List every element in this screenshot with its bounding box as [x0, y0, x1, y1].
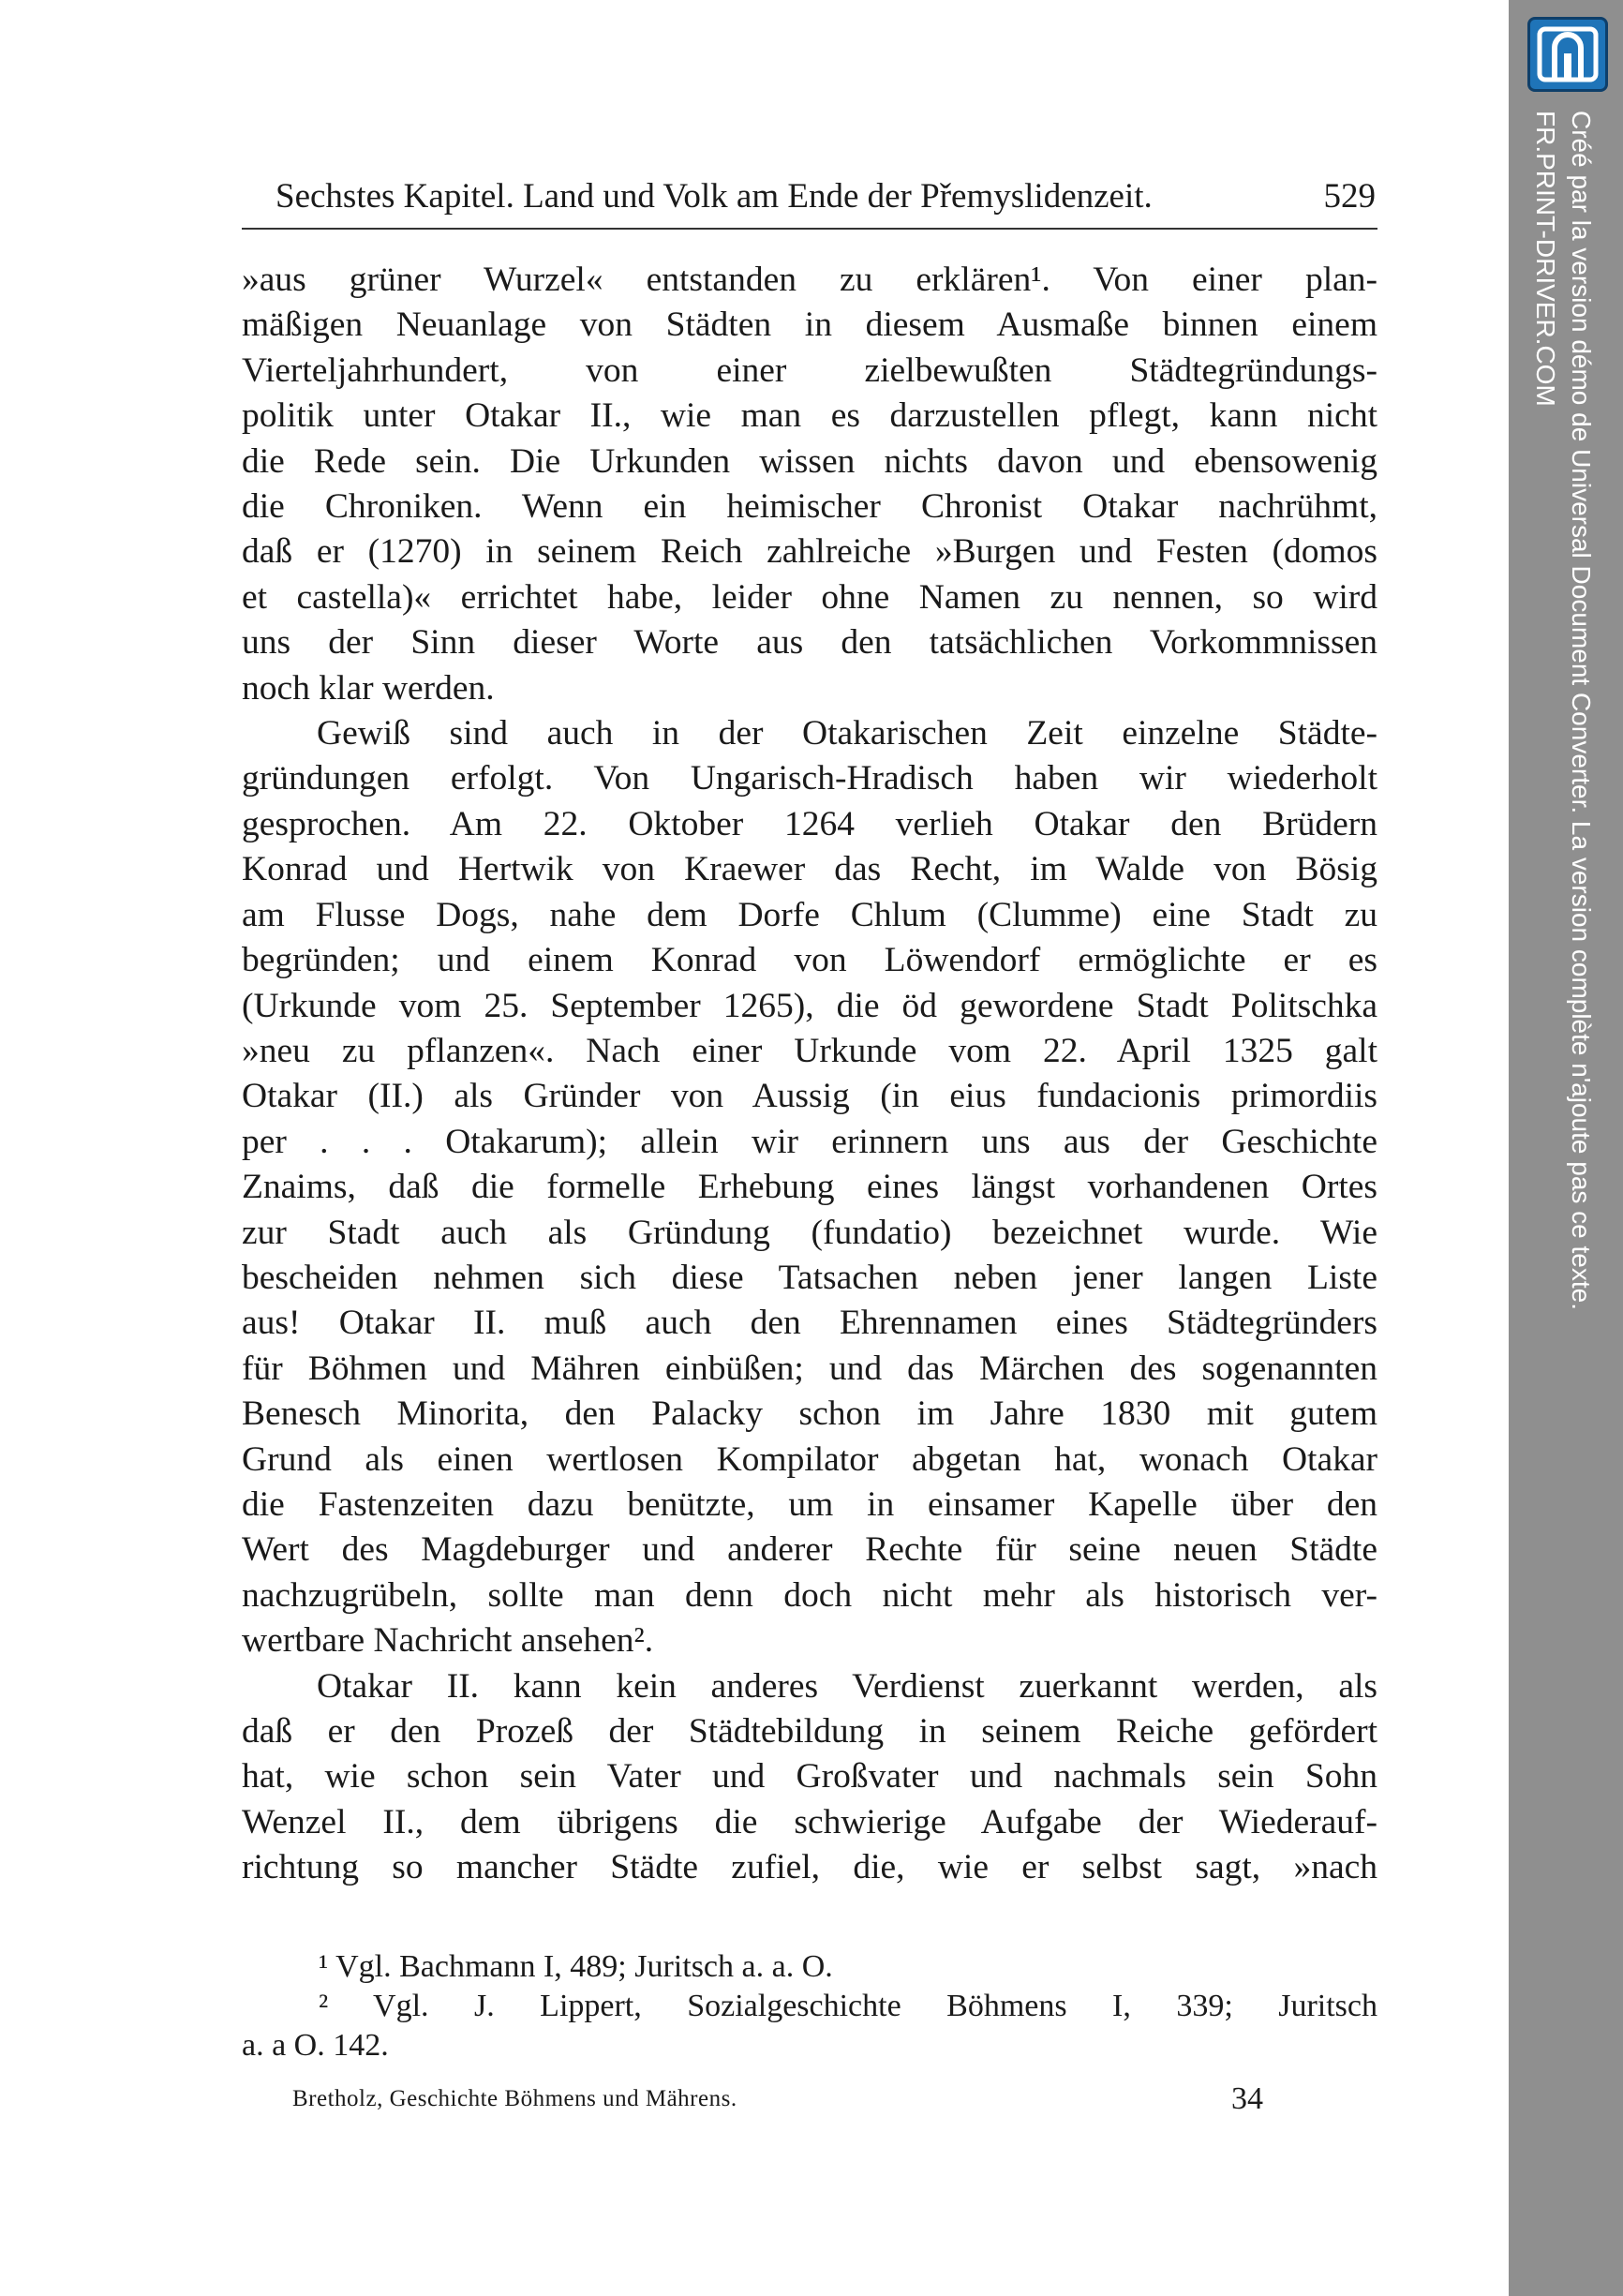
udc-logo-icon — [1527, 17, 1608, 92]
text-line: Wert des Magdeburger und anderer Rechte für seine neuen Städte — [242, 1530, 1377, 1570]
footnote-2-continued: a. a O. 142. — [242, 2028, 389, 2063]
text-line: Wenzel II., dem übrigens die schwierige Aufgabe der Wiederauf- — [242, 1802, 1377, 1841]
text-line: Konrad und Hertwik von Kraewer das Recht, im Walde von Bösig — [242, 850, 1377, 889]
text-line: wertbare Nachricht ansehen². — [242, 1621, 654, 1661]
footer-text: Bretholz, Geschichte Böhmens und Mährens. — [292, 2086, 737, 2111]
footnote-2: ² Vgl. J. Lippert, Sozialgeschichte Böhmens I, 339; Juritsch — [319, 1989, 1377, 2023]
text-line: hat, wie schon sein Vater und Großvater und nachmals sein Sohn — [242, 1757, 1377, 1797]
running-head-title: Sechstes Kapitel. Land und Volk am Ende der Přemyslidenzeit. — [275, 177, 1153, 216]
text-line: richtung so mancher Städte zufiel, die, wie er selbst sagt, »nach — [242, 1848, 1377, 1887]
text-line: Grund als einen wertlosen Kompilator abgetan hat, wonach Otakar — [242, 1439, 1377, 1479]
page-number: 529 — [1323, 177, 1376, 216]
text-line: Otakar (II.) als Gründer von Aussig (in eius fundacionis primordiis — [242, 1077, 1377, 1116]
text-line: nachzugrübeln, sollte man denn doch nicht mehr als historisch ver- — [242, 1575, 1377, 1615]
text-line: bescheiden nehmen sich diese Tatsachen neben jener langen Liste — [242, 1258, 1377, 1297]
text-line: Znaims, daß die formelle Erhebung eines längst vorhandenen Ortes — [242, 1168, 1377, 1207]
footnote-1: ¹ Vgl. Bachmann I, 489; Juritsch a. a. O. — [319, 1949, 833, 1984]
text-line: für Böhmen und Mähren einbüßen; und das Märchen des sogenannten — [242, 1349, 1377, 1388]
text-line: (Urkunde vom 25. September 1265), die öd gewordene Stadt Politschka — [242, 986, 1377, 1025]
text-line: daß er den Prozeß der Städtebildung in seinem Reiche gefördert — [242, 1712, 1377, 1751]
text-line: »aus grüner Wurzel« entstanden zu erklären¹. Von einer plan- — [242, 261, 1377, 299]
text-line: politik unter Otakar II., wie man es darzustellen pflegt, kann nicht — [242, 396, 1377, 436]
text-line: Gewiß sind auch in der Otakarischen Zeit einzelne Städte- — [317, 714, 1377, 753]
text-line: »neu zu pflanzen«. Nach einer Urkunde vom 22. April 1325 galt — [242, 1031, 1377, 1070]
watermark-line-2: FR.PRINT-DRIVER.COM — [1531, 111, 1560, 407]
text-line: mäßigen Neuanlage von Städten in diesem Ausmaße binnen einem — [242, 306, 1377, 345]
text-line: am Flusse Dogs, nahe dem Dorfe Chlum (Clumme) eine Stadt zu — [242, 895, 1377, 934]
footnotes — [242, 1947, 1377, 2065]
text-line: per . . . Otakarum); allein wir erinnern uns aus der Geschichte — [242, 1122, 1377, 1161]
text-line: et castella)« errichtet habe, leider ohne Namen zu nennen, so wird — [242, 577, 1377, 617]
text-line: die Rede sein. Die Urkunden wissen nichts davon und ebensowenig — [242, 441, 1377, 481]
text-line: daß er (1270) in seinem Reich zahlreiche »Burgen und Festen (domos — [242, 532, 1377, 572]
text-line: begründen; und einem Konrad von Löwendorf ermöglichte er es — [242, 941, 1377, 980]
text-line: die Fastenzeiten dazu benützte, um in einsamer Kapelle über den — [242, 1484, 1377, 1524]
text-line: Otakar II. kann kein anderes Verdienst zuerkannt werden, als — [317, 1666, 1377, 1706]
text-line: Vierteljahrhundert, von einer zielbewußten Städtegründungs- — [242, 350, 1377, 390]
text-line: die Chroniken. Wenn ein heimischer Chronist Otakar nachrühmt, — [242, 487, 1377, 527]
text-line: noch klar werden. — [242, 668, 495, 708]
text-line: zur Stadt auch als Gründung (fundatio) bezeichnet wurde. Wie — [242, 1213, 1377, 1252]
text-line: gründungen erfolgt. Von Ungarisch-Hradisch haben wir wiederholt — [242, 759, 1377, 798]
footer — [292, 2079, 1263, 2120]
running-head — [251, 174, 1376, 219]
signature-mark: 34 — [1231, 2081, 1263, 2116]
logo-mark — [1536, 25, 1600, 83]
watermark-line-1: Créé par la version démo de Universal Document Converter. La version complète n'ajoute pas ce texte. — [1567, 111, 1596, 1311]
body-text — [242, 258, 1377, 1891]
watermark-text — [1527, 111, 1599, 1310]
text-line: Benesch Minorita, den Palacky schon im Jahre 1830 mit gutem — [242, 1394, 1377, 1434]
header-rule — [242, 228, 1377, 230]
text-line: aus! Otakar II. muß auch den Ehrennamen eines Städtegründers — [242, 1304, 1377, 1343]
text-line: uns der Sinn dieser Worte aus den tatsächlichen Vorkommnissen — [242, 623, 1377, 663]
text-line: gesprochen. Am 22. Oktober 1264 verlieh Otakar den Brüdern — [242, 804, 1377, 843]
watermark-sidebar — [1509, 0, 1623, 2296]
